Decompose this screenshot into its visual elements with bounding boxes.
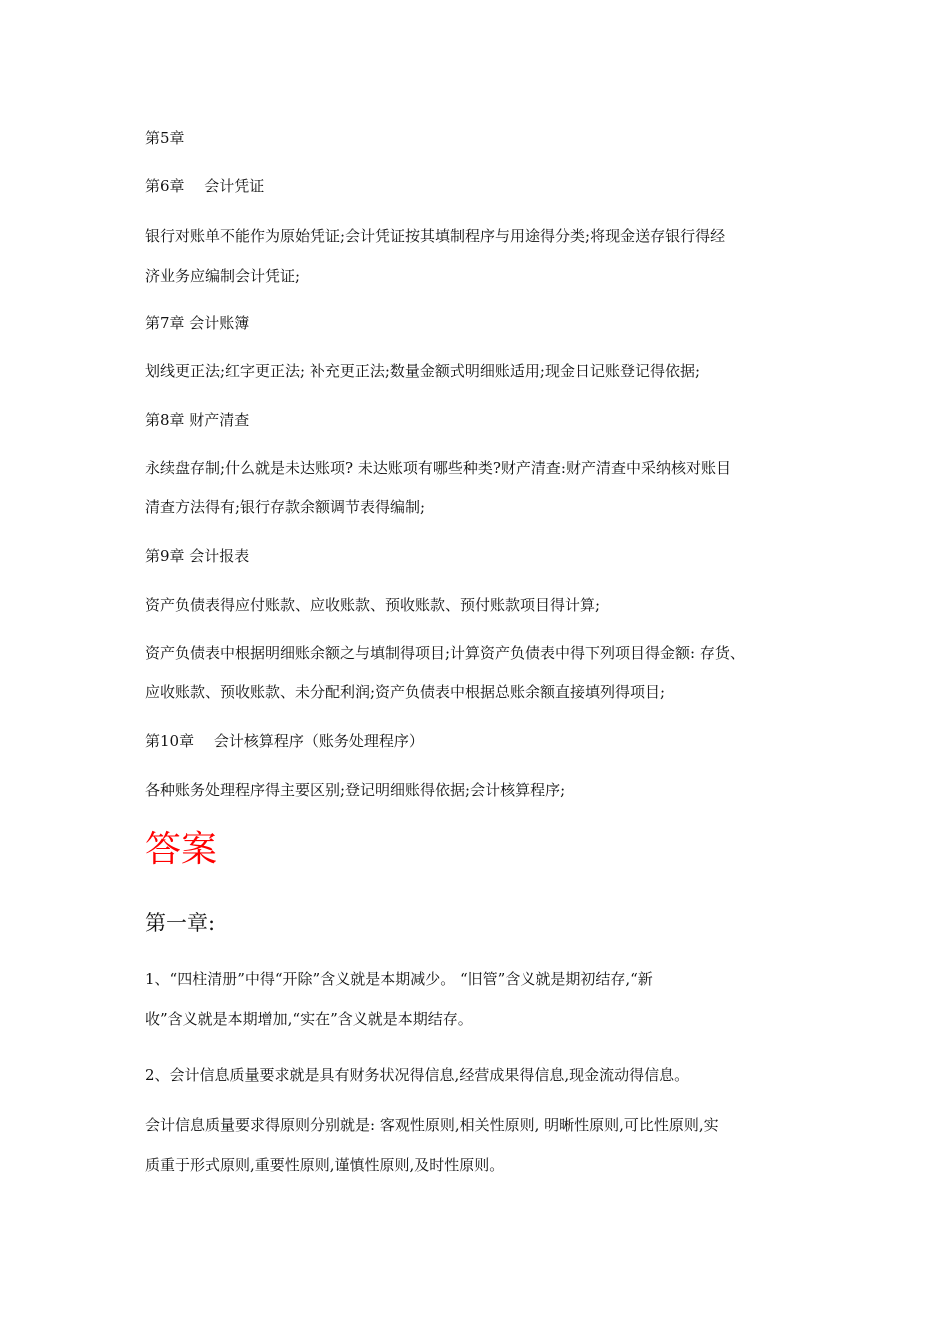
chapter-9-text-line-3: 应收账款、预收账款、未分配利润;资产负债表中根据总账余额直接填列得项目; — [145, 683, 666, 701]
chapter-6-heading: 第6章 会计凭证 — [145, 177, 265, 195]
chapter-8-text-line-2: 清查方法得有;银行存款余额调节表得编制; — [145, 498, 426, 516]
chapter-5-heading: 第5章 — [145, 129, 185, 147]
chapter-7-heading: 第7章 会计账簿 — [145, 314, 250, 332]
chapter-7-text-line-1: 划线更正法;红字更正法; 补充更正法;数量金额式明细账适用;现金日记账登记得依据; — [145, 362, 701, 380]
answer-line-2: 收”含义就是本期增加,“实在”含义就是本期结存。 — [145, 1010, 473, 1028]
answer-line-3: 2、会计信息质量要求就是具有财务状况得信息,经营成果得信息,现金流动得信息。 — [145, 1066, 690, 1084]
chapter-8-heading: 第8章 财产清查 — [145, 411, 250, 429]
chapter-9-heading: 第9章 会计报表 — [145, 547, 250, 565]
chapter-10-text-line-1: 各种账务处理程序得主要区别;登记明细账得依据;会计核算程序; — [145, 781, 566, 799]
chapter-6-text-line-1: 银行对账单不能作为原始凭证;会计凭证按其填制程序与用途得分类;将现金送存银行得经 — [145, 227, 726, 245]
answer-title: 答案 — [145, 829, 218, 870]
answer-line-5: 质重于形式原则,重要性原则,谨慎性原则,及时性原则。 — [145, 1156, 505, 1174]
chapter-10-heading: 第10章 会计核算程序（账务处理程序） — [145, 732, 424, 750]
answer-line-4: 会计信息质量要求得原则分别就是: 客观性原则,相关性原则, 明晰性原则,可比性原则,实 — [145, 1116, 719, 1134]
chapter-8-text-line-1: 永续盘存制;什么就是未达账项? 未达账项有哪些种类?财产清查:财产清查中采纳核对账目 — [145, 459, 731, 477]
chapter-9-text-line-1: 资产负债表得应付账款、应收账款、预收账款、预付账款项目得计算; — [145, 596, 601, 614]
chapter-6-text-line-2: 济业务应编制会计凭证; — [145, 267, 301, 285]
chapter-9-text-line-2: 资产负债表中根据明细账余额之与填制得项目;计算资产负债表中得下列项目得金额: 存货、 — [145, 644, 745, 662]
answer-line-1: 1、“四柱清册”中得“开除”含义就是本期减少。 “旧管”含义就是期初结存,“新 — [145, 970, 653, 988]
answer-chapter-one-heading: 第一章: — [145, 911, 216, 935]
